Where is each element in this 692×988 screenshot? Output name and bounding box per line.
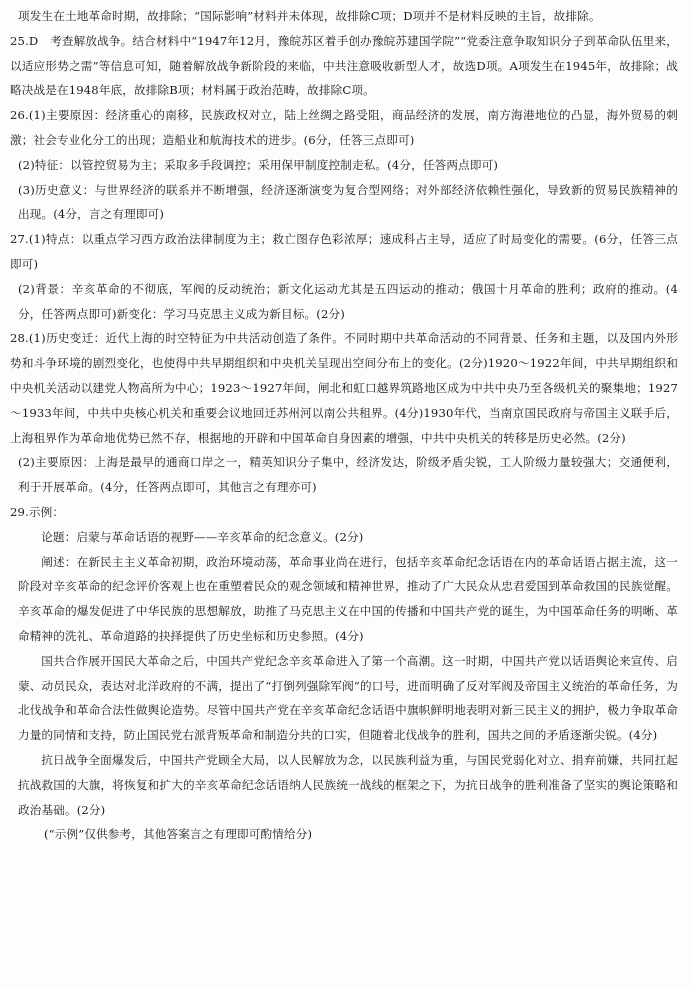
q24-answer-tail: 项发生在土地革命时期，故排除；“国际影响”材料并未体现，故排除C项；D项并不是材料反映的主旨，故排除。 xyxy=(18,9,601,23)
q28-part2-answer: (2)主要原因：上海是最早的通商口岸之一，精英知识分子集中，经济发达，阶级矛盾尖锐，工人阶级力量较强大；交通便利，利于开展革命。(4分，任答两点即可，其他言之有理亦可) xyxy=(18,455,678,495)
q29-grading-note: (“示例”仅供参考，其他答案言之有理即可酌情给分) xyxy=(44,827,313,842)
q25-answer: 25.D 考查解放战争。结合材料中“1947年12月，豫皖苏区着手创办豫皖苏建国学院”“党委注意争取知识分子到革命队伍里来，以适应形势之需”等信息可知，随着解放战争新阶段的来临，中共注意吸收新型人才，故选D项。A项发生在1945年，故排除；战略决战是在1948年底，故排除B项；材料属于政治范畴，故排除C项。 xyxy=(10,33,678,98)
q26-part2-answer: (2)特征：以管控贸易为主；采取多手段调控；采用保甲制度控制走私。(4分，任答两点即可) xyxy=(18,157,499,172)
q29-argument-paragraph: 国共合作展开国民大革命之后，中国共产党纪念辛亥革命进入了第一个高潮。这一时期，中国共产党以话语舆论来宣传、启蒙、动员民众，表达对北洋政府的不满，提出了“打倒列强除军阀”的口号，进而明确了反对军阀及帝国主义统治的革命任务，为北伐战争和革命合法性做舆论造势。尽管中国共产党在辛亥革命纪念话语中旗帜鲜明地表明对新三民主义的拥护，极力争取革命力量的同情和支持，防止国民党右派背叛革命和制造分共的口实，但随着北伐战争的胜利，国共之间的矛盾逐渐尖锐。(4分) xyxy=(18,653,678,743)
q26-part1-answer: 26.(1)主要原因：经济重心的南移，民族政权对立，陆上丝绸之路受阻，商品经济的发展，南方海港地位的凸显，海外贸易的刺激；社会专业化分工的出现；造船业和航海技术的进步。(6分，任答三点即可) xyxy=(10,108,678,147)
q29-argument-paragraph: 抗日战争全面爆发后，中国共产党顾全大局，以人民解放为念，以民族利益为重，与国民党弱化对立、捐弃前嫌，共同扛起抗战救国的大旗，将恢复和扩大的辛亥革命纪念话语纳人民族统一战线的框架之下，为抗日战争的胜利准备了坚实的舆论策略和政治基础。(2分) xyxy=(18,752,678,817)
q27-part2-answer: (2)背景：辛亥革命的不彻底，军阀的反动统治；新文化运动尤其是五四运动的推动；俄国十月革命的胜利；政府的推动。(4分，任答两点即可)新变化：学习马克思主义成为新目标。(2分) xyxy=(18,281,678,321)
q29-argument-paragraph: 阐述：在新民主主义革命初期，政治环境动荡，革命事业尚在进行，包括辛亥革命纪念话语在内的革命话语占据主流，这一阶段对辛亥革命的纪念评价客观上也在重塑着民众的观念领域和精神世界，推动了广大民众从忠君爱国到革命救国的民族觉醒。辛亥革命的爆发促进了中华民族的思想解放，助推了马克思主义在中国的传播和中国共产党的诞生，为中国革命任务的明晰、革命精神的洗礼、革命道路的抉择提供了历史坐标和历史参照。(4分) xyxy=(18,554,678,643)
q29-heading: 29.示例： xyxy=(10,504,65,519)
q28-part1-answer: 28.(1)历史变迁：近代上海的时空特征为中共活动创造了条件。不同时期中共革命活动的不同背景、任务和主题，以及国内外形势和斗争环境的剧烈变化，也使得中共早期组织和中央机关呈现出空间分布上的变化。(2分)1920～1922年间，中共早期组织和中央机关活动以建党人物高所为中心；1923～1927年间，闸北和虹口越界筑路地区成为中共中央乃至各级机关的聚集地；1927～1933年间，中共中央核心机关和重要会议地回迁苏州河以南公共租界。(4分)1930年代，当南京国民政府与帝国主义联手后，上海租界作为革命地优势已然不存，根据地的开辟和中国革命自身因素的增强，中共中央机关的转移是历史必然。(2分) xyxy=(10,331,678,445)
q26-part3-answer: (3)历史意义：与世界经济的联系并不断增强，经济逐渐演变为复合型网络；对外部经济依赖性强化，导致新的贸易民族精神的出现。(4分，言之有理即可) xyxy=(18,182,678,222)
q27-part1-answer: 27.(1)特点：以重点学习西方政治法律制度为主；救亡图存色彩浓厚；速成科占主导，适应了时局变化的需要。(6分，任答三点即可) xyxy=(10,232,678,271)
q29-topic: 论题：启蒙与革命话语的视野——辛亥革命的纪念意义。(2分) xyxy=(41,529,364,544)
